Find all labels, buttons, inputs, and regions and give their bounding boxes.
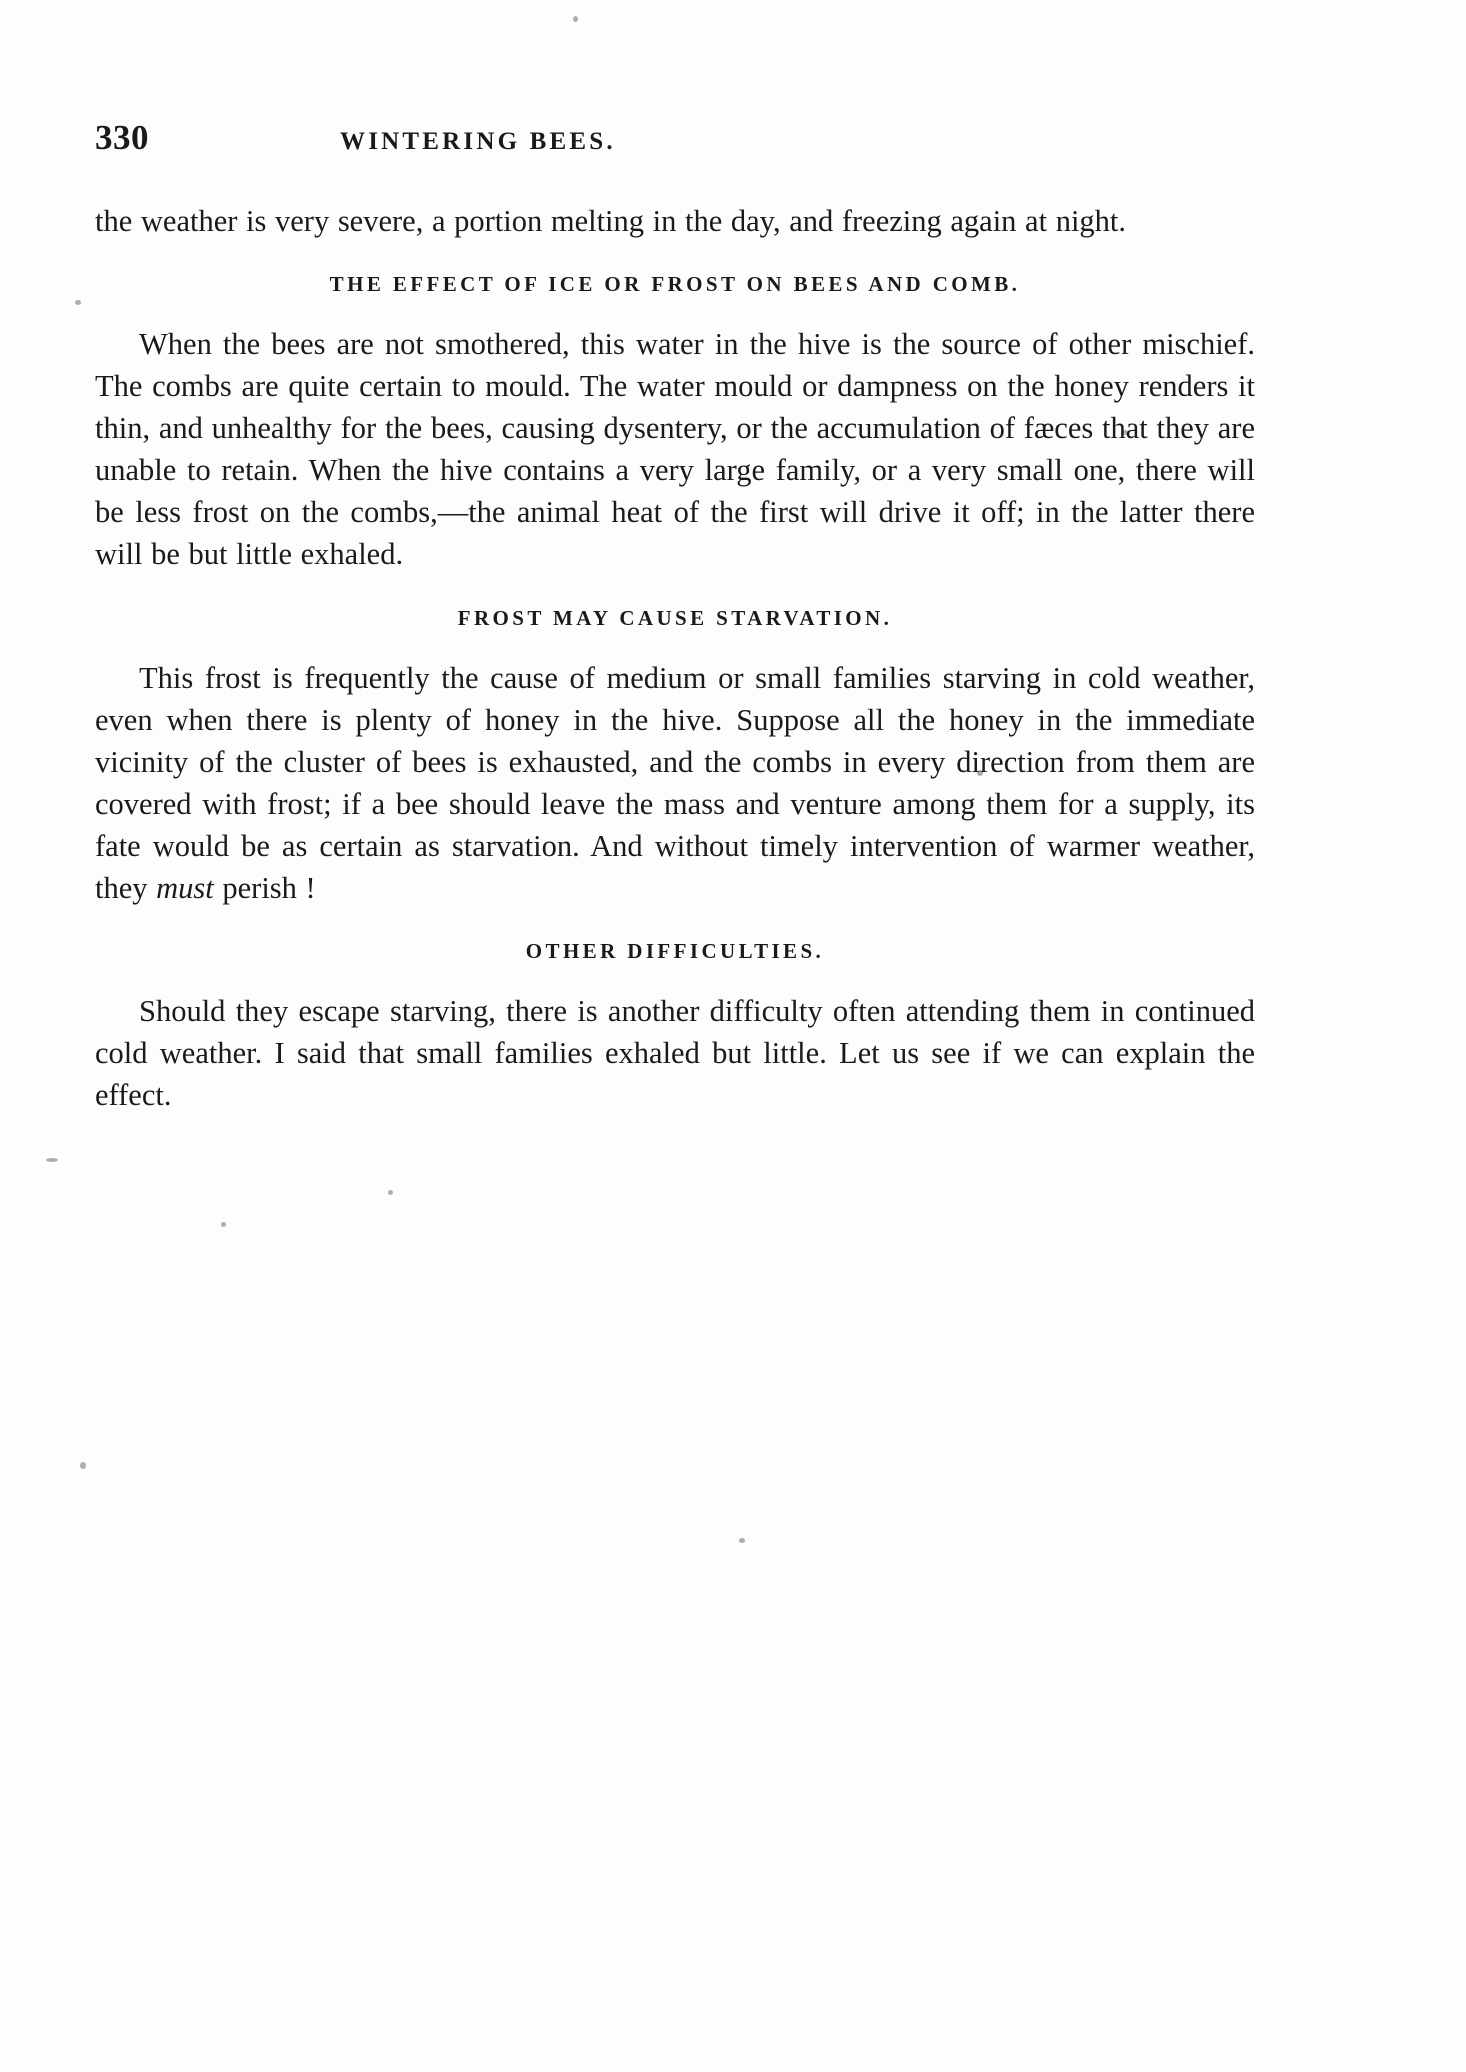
paragraph-other-difficulties: Should they escape starving, there is another difficulty often attending them in continued cold weather. I said that small families exhaled but little. Let us see if we can explain the effect.: [95, 994, 1255, 1113]
section-heading-ice-frost: THE EFFECT OF ICE OR FROST ON BEES AND COMB.: [329, 272, 1021, 297]
paragraph-continued: the weather is very severe, a portion melting in the day, and freezing again at night.: [95, 204, 1127, 238]
scan-speck: [46, 1158, 58, 1162]
section-heading-frost-starvation: FROST MAY CAUSE STARVATION.: [457, 605, 893, 630]
paragraph-frost-starvation-tail: perish !: [213, 870, 316, 905]
section-heading-other-difficulties: OTHER DIFFICULTIES.: [525, 939, 825, 964]
scan-speck: [573, 16, 578, 22]
page-header: [95, 120, 1255, 156]
emphasis-must: must: [156, 870, 214, 905]
scan-speck: [739, 1538, 745, 1543]
paragraph-ice-frost: When the bees are not smothered, this water in the hive is the source of other mischief. The combs are quite certain to mould. The water mould or dampness on the honey renders it thin, and unhealthy for the bees, causing dysentery, or the accumulation of fæces that they are unable to retain. When the hive contains a very large family, or a very small one, there will be less frost on the combs,—the animal heat of the first will drive it off; in the latter there will be but little exhaled.: [95, 327, 1255, 572]
scan-speck: [75, 300, 81, 305]
page-number: 330: [95, 118, 149, 157]
page-content: [95, 120, 1255, 1122]
scan-speck: [388, 1190, 393, 1195]
paragraph-frost-starvation-text: This frost is frequently the cause of medium or small families starving in cold weather, even when there is plenty of honey in the hive. Suppose all the honey in the immediate vicinity of the cluster of bees is exhausted, and the combs in every direction from them are covered with frost; if a bee should leave the mass and venture among them for a supply, its fate would be as certain as starvation. And without timely intervention of warmer weather, they: [95, 660, 1255, 905]
running-head: WINTERING BEES.: [340, 128, 616, 155]
scan-speck: [80, 1462, 86, 1469]
paragraph-frost-starvation: [95, 657, 1255, 909]
scan-speck: [221, 1222, 226, 1227]
